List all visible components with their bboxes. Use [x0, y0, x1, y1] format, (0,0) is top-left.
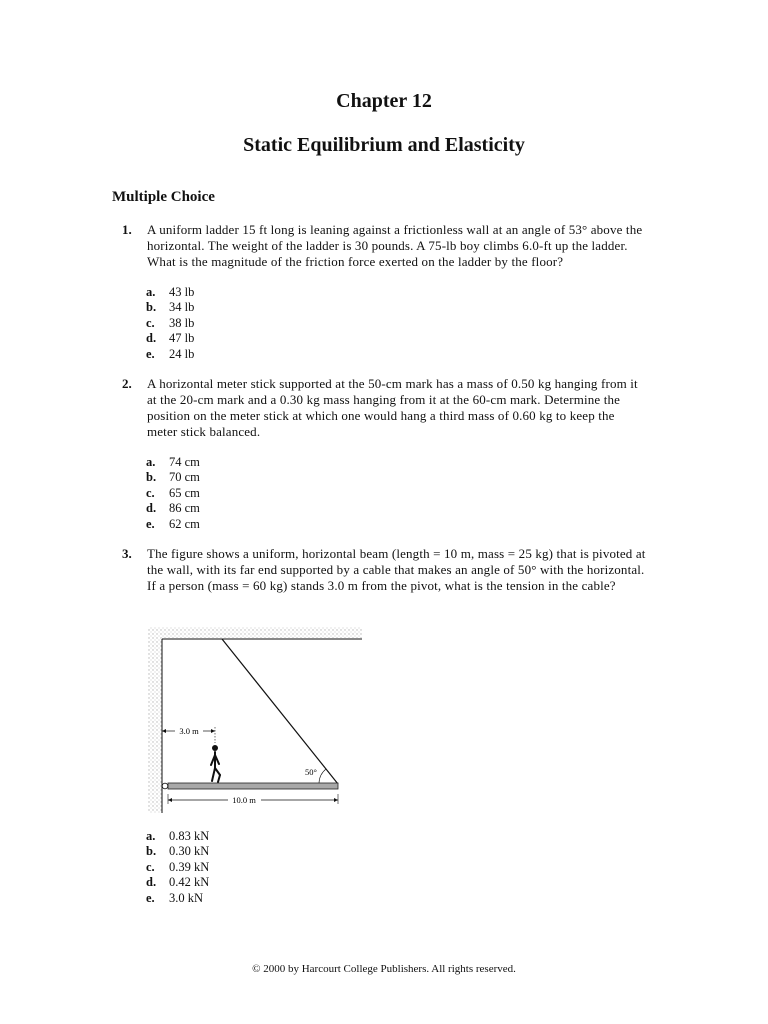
section-heading: Multiple Choice	[112, 189, 215, 205]
question-number: 1.	[122, 222, 132, 237]
answer-option	[146, 501, 200, 516]
beam-length-label: 10.0 m	[232, 795, 256, 805]
answer-value: 0.39 kN	[169, 859, 210, 874]
answer-option	[146, 486, 200, 501]
pivot	[162, 783, 168, 789]
answer-letter: a.	[146, 455, 156, 469]
answer-letter: d.	[146, 501, 157, 516]
chapter-number: Chapter 12	[336, 90, 432, 112]
question-text: A uniform ladder 15 ft long is leaning against a frictionless wall at an angle of 53° above the horizontal. The weight of the ladder is 30 pounds. A 75-lb boy climbs 6.0-ft up the ladder. What is the magnitude of the friction force exerted on the ladder by the floor?	[147, 222, 643, 269]
person-icon	[211, 745, 220, 782]
answer-option	[146, 844, 209, 859]
answer-value: 0.42 kN	[169, 875, 210, 890]
answer-letter: a.	[146, 829, 156, 843]
answer-value: 0.30 kN	[169, 844, 210, 859]
answer-value: 0.83 kN	[169, 829, 210, 843]
answer-letter: b.	[146, 844, 157, 859]
answer-value: 70 cm	[169, 470, 200, 485]
answer-option	[146, 470, 200, 485]
answer-value: 47 lb	[169, 331, 195, 346]
answer-value: 65 cm	[169, 485, 200, 500]
beam	[168, 783, 338, 789]
person-distance-label: 3.0 m	[179, 726, 199, 736]
answer-letter: c.	[146, 485, 155, 500]
answer-list-1	[146, 285, 194, 362]
copyright-footer: © 2000 by Harcourt College Publishers. All rights reserved.	[252, 963, 516, 975]
answer-option	[146, 316, 194, 331]
answer-option	[146, 300, 194, 315]
wall-hatch	[148, 627, 162, 813]
answer-list-3	[146, 829, 209, 906]
answer-letter: e.	[146, 346, 155, 361]
answer-letter: c.	[146, 859, 155, 874]
answer-letter: b.	[146, 470, 157, 485]
cable	[222, 639, 338, 784]
answer-letter: e.	[146, 516, 155, 531]
question-text: A horizontal meter stick supported at the 50-cm mark has a mass of 0.50 kg hanging from it at the 20-cm mark and a 0.30 kg mass hanging from it at the 60-cm mark. Determine the position on the meter stick at which one would hang a third mass of 0.60 kg to keep the meter stick balanced.	[147, 376, 638, 439]
answer-value: 86 cm	[169, 501, 200, 516]
ceiling-hatch	[148, 627, 362, 638]
answer-option	[146, 331, 194, 346]
chapter-title: Static Equilibrium and Elasticity	[243, 134, 525, 156]
answer-letter: c.	[146, 315, 155, 330]
answer-letter: b.	[146, 300, 157, 315]
question-text: The figure shows a uniform, horizontal beam (length = 10 m, mass = 25 kg) that is pivoted at the wall, with its far end supported by a cable that makes an angle of 50° with the horizontal. If a person (mass = 60 kg) stands 3.0 m from the pivot, what is the tension in the cable?	[147, 546, 646, 593]
answer-letter: d.	[146, 331, 157, 346]
answer-option	[146, 517, 200, 532]
answer-value: 3.0 kN	[169, 890, 204, 905]
answer-option	[146, 875, 209, 890]
answer-option	[146, 455, 200, 470]
answer-option	[146, 829, 209, 844]
answer-letter: d.	[146, 875, 157, 890]
angle-label: 50°	[305, 767, 317, 777]
answer-value: 43 lb	[169, 285, 195, 299]
answer-letter: a.	[146, 285, 156, 299]
answer-option	[146, 347, 194, 362]
answer-option	[146, 285, 194, 300]
answer-value: 74 cm	[169, 455, 200, 469]
question-number: 3.	[122, 546, 132, 561]
answer-value: 24 lb	[169, 346, 195, 361]
answer-value: 34 lb	[169, 300, 195, 315]
answer-list-2	[146, 455, 200, 532]
answer-value: 38 lb	[169, 315, 195, 330]
answer-value: 62 cm	[169, 516, 200, 531]
question-number: 2.	[122, 376, 132, 391]
answer-option	[146, 860, 209, 875]
beam-diagram	[148, 625, 368, 815]
answer-option	[146, 891, 209, 906]
answer-letter: e.	[146, 890, 155, 905]
